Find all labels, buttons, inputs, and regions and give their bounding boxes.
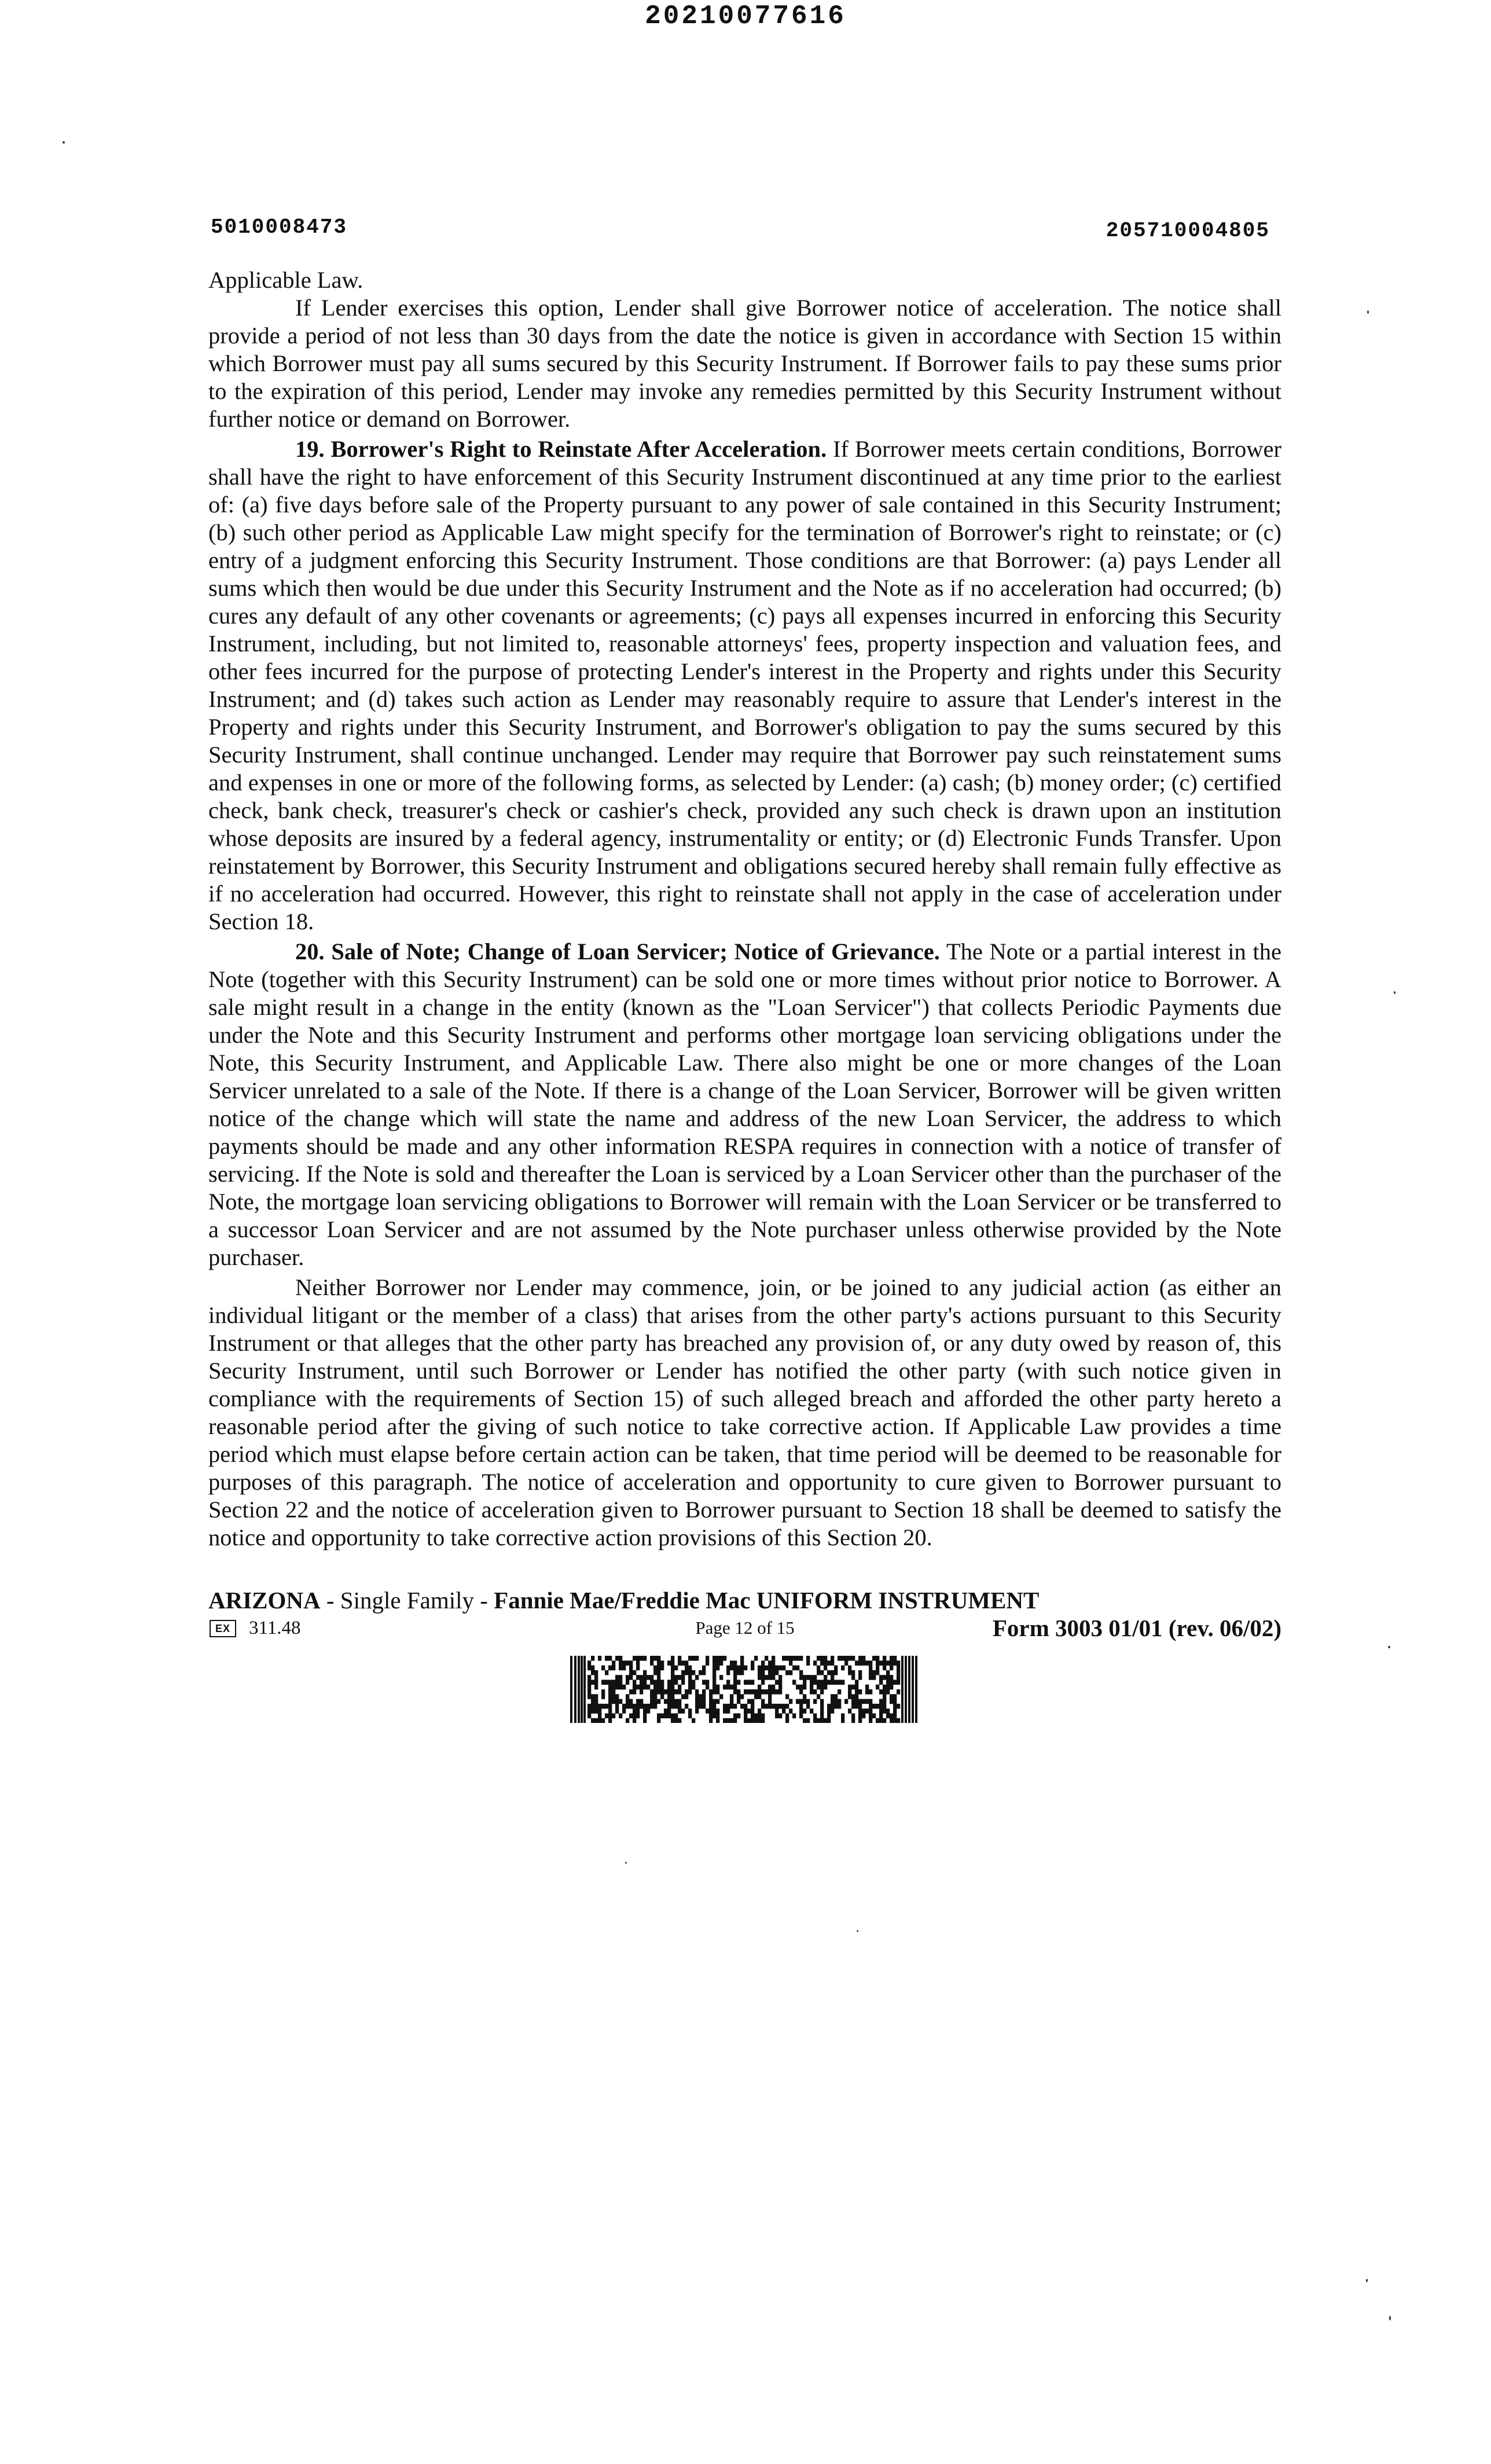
footer-form-line xyxy=(208,1615,1281,1644)
form-code: 311.48 xyxy=(249,1618,301,1638)
loan-number: 5010008473 xyxy=(211,215,348,239)
section-20-paragraph xyxy=(208,938,1281,1271)
paragraph-acceleration-notice xyxy=(208,294,1281,433)
scan-speck xyxy=(1389,2316,1391,2320)
section-20-grievance-paragraph xyxy=(208,1274,1281,1552)
paragraph-applicable-law xyxy=(208,266,1281,294)
page-number: Page 12 of 15 xyxy=(695,1618,795,1638)
scan-speck xyxy=(857,1930,858,1932)
section-19-heading: 19. Borrower's Right to Reinstate After Acceleration. xyxy=(295,436,827,462)
footer-state: ARIZONA xyxy=(208,1587,321,1614)
scan-speck xyxy=(1367,310,1369,314)
paragraph-text: Applicable Law. xyxy=(208,267,363,293)
section-19-text: If Borrower meets certain conditions, Borrower shall have the right to have enforcement of this Security Instrument discontinued at any time prior to the earliest of: (a) five days before sale of the Property pursuant to any power of sale contained in this Security Instrument; (b) such other period as Applicable Law might specify for the termination of Borrower's right to reinstate; or (c) entry of a judgment enforcing this Security Instrument. Those conditions are that Borrower: (a) pays Lender all sums which then would be due under this Security Instrument and the Note as if no acceleration had occurred; (b) cures any default of any other covenants or agreements; (c) pays all expenses incurred in enforcing this Security Instrument, including, but not limited to, reasonable attorneys' fees, property inspection and valuation fees, and other fees incurred for the purpose of protecting Lender's interest in the Property and rights under this Security Instrument; and (d) takes such action as Lender may reasonably require to assure that Lender's interest in the Property and rights under this Security Instrument, and Borrower's obligation to pay the sums secured by this Security Instrument, shall continue unchanged. Lender may require that Borrower pay such reinstatement sums and expenses in one or more of the following forms, as selected by Lender: (a) cash; (b) money order; (c) certified check, bank check, treasurer's check or cashier's check, provided any such check is drawn upon an institution whose deposits are insured by a federal agency, instrumentality or entity; or (d) Electronic Funds Transfer. Upon reinstatement by Borrower, this Security Instrument and obligations secured hereby shall remain fully effective as if no acceleration had occurred. However, this right to reinstate shall not apply in the case of acceleration under Section 18. xyxy=(208,436,1281,934)
footer-instrument-line xyxy=(208,1586,1279,1614)
footer-separator: - Single Family - xyxy=(320,1587,494,1614)
paragraph-text: Neither Borrower nor Lender may commence, join, or be joined to any judicial action (as either an individual litigant or the member of a class) that arises from the other party's actions pursuant to this Security Instrument or that alleges that the other party has breached any provision of, or any duty owed by reason of, this Security Instrument, until such Borrower or Lender has notified the other party (with such notice given in compliance with the requirements of Section 15) of such alleged breach and afforded the other party hereto a reasonable period after the giving of such notice to take corrective action. If Applicable Law provides a time period which must elapse before certain action can be taken, that time period will be deemed to be reasonable for purposes of this paragraph. The notice of acceleration and opportunity to cure given to Borrower pursuant to Section 22 and the notice of acceleration given to Borrower pursuant to Section 18 shall be deemed to satisfy the notice and opportunity to take corrective action provisions of this Section 20. xyxy=(208,1274,1281,1550)
recording-number: 20210077616 xyxy=(645,1,846,31)
section-20-heading: 20. Sale of Note; Change of Loan Servicer; Notice of Grievance. xyxy=(295,938,940,965)
document-body xyxy=(208,266,1281,1552)
scan-speck xyxy=(625,1862,627,1864)
paragraph-text: If Lender exercises this option, Lender shall give Borrower notice of acceleration. The notice shall provide a period of not less than 30 days from the date the notice is given in accordance with Section 15 within which Borrower must pay all sums secured by this Security Instrument. If Borrower fails to pay these sums prior to the expiration of this period, Lender may invoke any remedies permitted by this Security Instrument without further notice or demand on Borrower. xyxy=(208,295,1281,432)
section-19-paragraph xyxy=(208,435,1281,936)
scan-speck xyxy=(1394,991,1395,994)
form-code-icon: EX xyxy=(210,1620,236,1637)
scan-speck xyxy=(1388,1646,1390,1648)
barcode-image xyxy=(570,1656,917,1723)
min-number: 205710004805 xyxy=(1106,219,1270,243)
scan-speck xyxy=(1366,2279,1368,2282)
section-20-text: The Note or a partial interest in the Note (together with this Security Instrument) can be sold one or more times without prior notice to Borrower. A sale might result in a change in the entity (known as the "Loan Servicer") that collects Periodic Payments due under the Note and this Security Instrument and performs other mortgage loan servicing obligations under the Note, this Security Instrument, and Applicable Law. There also might be one or more changes of the Loan Servicer unrelated to a sale of the Note. If there is a change of the Loan Servicer, Borrower will be given written notice of the change which will state the name and address of the new Loan Servicer, the address to which payments should be made and any other information RESPA requires in connection with a notice of transfer of servicing. If the Note is sold and thereafter the Loan is serviced by a Loan Servicer other than the purchaser of the Note, the mortgage loan servicing obligations to Borrower will remain with the Loan Servicer or be transferred to a successor Loan Servicer and are not assumed by the Note purchaser unless otherwise provided by the Note purchaser. xyxy=(208,938,1281,1270)
footer-instrument: Fannie Mae/Freddie Mac UNIFORM INSTRUMENT xyxy=(494,1587,1040,1614)
form-number: Form 3003 01/01 (rev. 06/02) xyxy=(992,1615,1281,1641)
scan-speck xyxy=(63,141,65,144)
